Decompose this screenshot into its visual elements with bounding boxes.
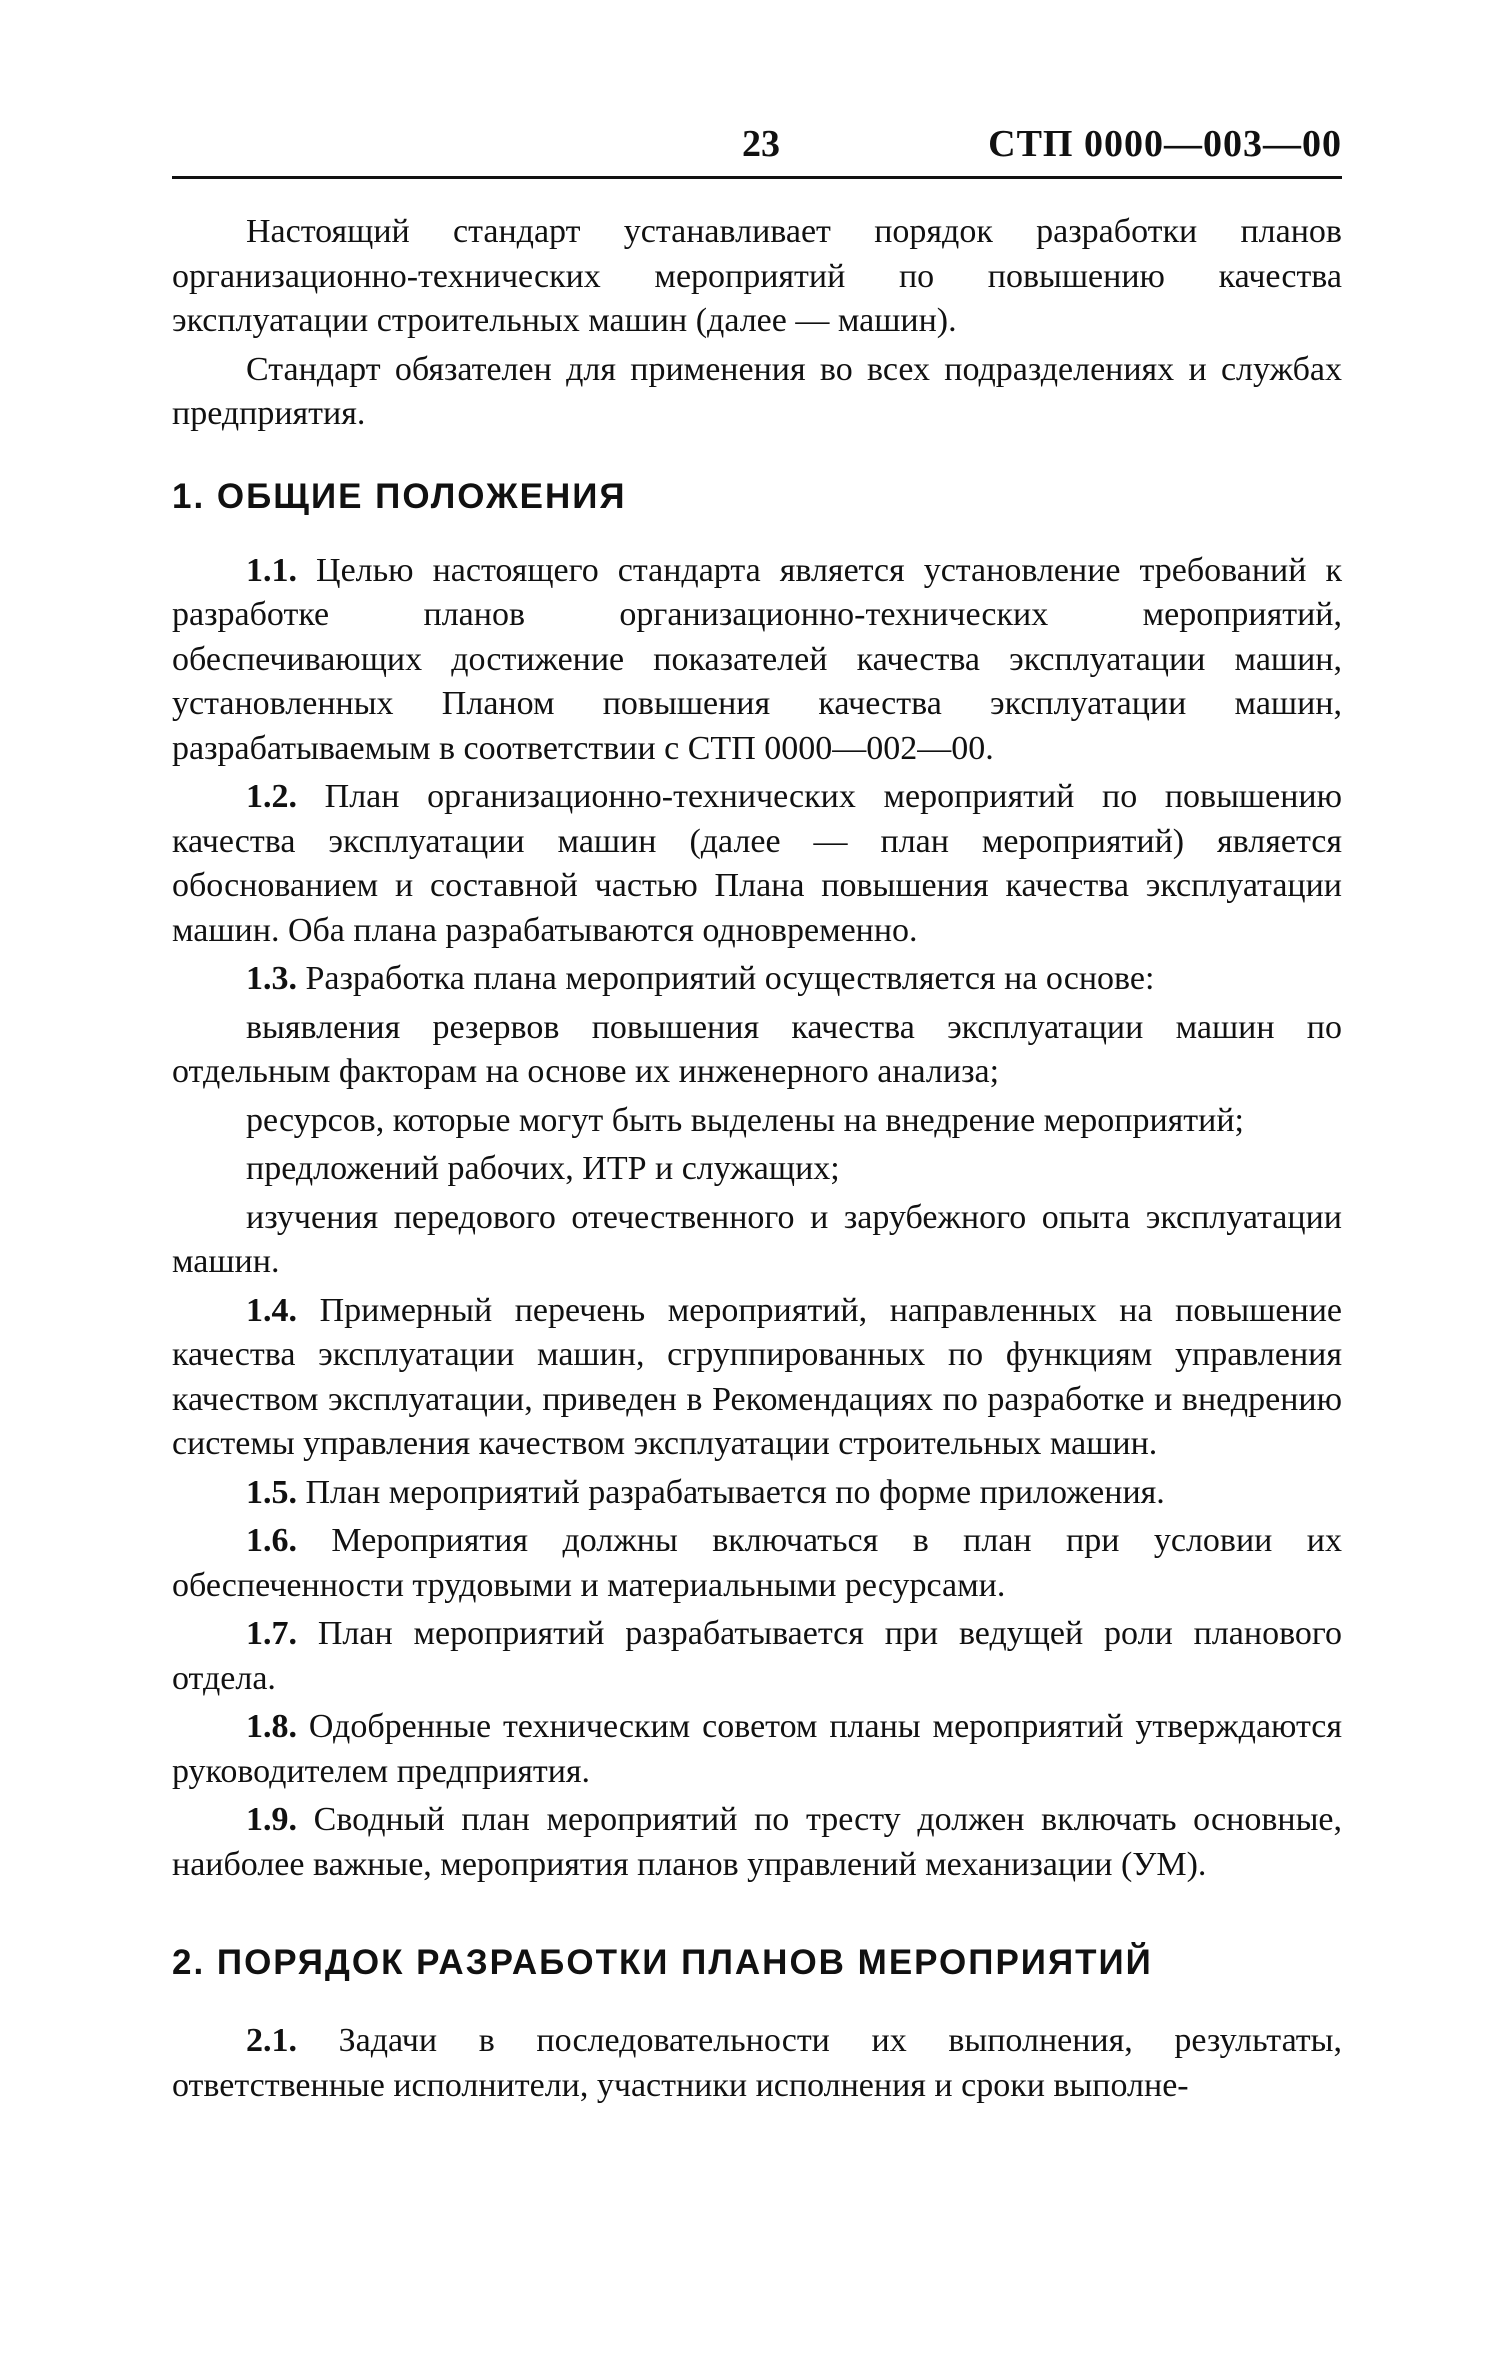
- clause-number: 1.8.: [246, 1708, 297, 1745]
- document-code: СТП 0000—003—00: [988, 123, 1342, 165]
- page-number: 23: [742, 123, 780, 165]
- clause-paragraph: [172, 957, 1342, 1002]
- clause-paragraph: [172, 1147, 1342, 1192]
- section-1-paragraphs: [172, 549, 1342, 1888]
- clause-number: 1.5.: [246, 1473, 297, 1511]
- clause-number: 1.3.: [246, 960, 297, 997]
- clause-paragraph: [172, 1196, 1342, 1285]
- document-page: [172, 110, 1342, 2104]
- clause-paragraph: [172, 1798, 1342, 1887]
- clause-text: предложений рабочих, ИТР и служащих;: [246, 1150, 840, 1187]
- clause-paragraph: [172, 1519, 1342, 1608]
- clause-paragraph: [172, 1099, 1342, 1144]
- clause-text: изучения передового отечественного и зарубежного опыта эксплуатации машин.: [172, 1198, 1342, 1280]
- clause-number: 2.1.: [246, 2022, 297, 2059]
- section-1-heading: 1. ОБЩИЕ ПОЛОЖЕНИЯ: [172, 476, 627, 516]
- clause-paragraph: [172, 1471, 1342, 1516]
- clause-paragraph: [172, 2019, 1342, 2108]
- intro-paragraph: Стандарт обязателен для применения во всех подразделениях и службах предприятия.: [172, 350, 1342, 432]
- clause-number: 1.4.: [246, 1291, 297, 1329]
- clause-text: План организационно-технических мероприятий по повышению качества эксплуатации машин (далее — план мероприятий) является обоснованием и составной частью Плана повышения качества эксплуатации машин. Оба плана разрабатываются одновременно.: [172, 778, 1342, 949]
- clause-text: План мероприятий разрабатывается по форме приложения.: [297, 1473, 1165, 1511]
- document-body: [172, 210, 1342, 2108]
- section-2-heading: 2. ПОРЯДОК РАЗРАБОТКИ ПЛАНОВ МЕРОПРИЯТИЙ: [172, 1943, 1153, 1982]
- clause-paragraph: [172, 1289, 1342, 1467]
- clause-text: План мероприятий разрабатывается при ведущей роли планового отдела.: [172, 1615, 1342, 1697]
- clause-text: ресурсов, которые могут быть выделены на внедрение мероприятий;: [246, 1101, 1245, 1139]
- clause-text: Задачи в последовательности их выполнения, результаты, ответственные исполнители, участники исполнения и сроки выполне-: [172, 2022, 1342, 2104]
- section-2-paragraphs: [172, 2019, 1342, 2108]
- clause-text: Сводный план мероприятий по тресту должен включать основные, наиболее важные, мероприятия планов управлений механизации (УМ).: [172, 1801, 1342, 1883]
- clause-text: Разработка плана мероприятий осуществляется на основе:: [297, 960, 1155, 997]
- clause-text: Целью настоящего стандарта является установление требований к разработке планов организационно-технических мероприятий, обеспечивающих достижение показателей качества эксплуатации машин, установленных Планом повышения качества эксплуатации машин, разрабатываемым в соответствии с СТП 0000—002—00.: [172, 551, 1342, 767]
- intro-paragraph: Настоящий стандарт устанавливает порядок разработки планов организационно-технических мероприятий по повышению качества эксплуатации строительных машин (далее — машин).: [172, 213, 1342, 339]
- clause-number: 1.2.: [246, 778, 297, 815]
- clause-number: 1.6.: [246, 1522, 297, 1559]
- clause-number: 1.9.: [246, 1801, 297, 1838]
- clause-paragraph: [172, 1612, 1342, 1701]
- page-header: [172, 110, 1342, 172]
- clause-number: 1.1.: [246, 551, 297, 589]
- clause-paragraph: [172, 775, 1342, 953]
- clause-text: Одобренные техническим советом планы мероприятий утверждаются руководителем предприятия.: [172, 1708, 1342, 1790]
- clause-paragraph: [172, 1705, 1342, 1794]
- clause-text: Примерный перечень мероприятий, направленных на повышение качества эксплуатации машин, сгруппированных по функциям управления качеством эксплуатации, приведен в Рекомендациях по разработке и внедрению системы управления качеством эксплуатации строительных машин.: [172, 1291, 1342, 1462]
- header-rule: [172, 176, 1342, 179]
- clause-text: Мероприятия должны включаться в план при условии их обеспеченности трудовыми и материальными ресурсами.: [172, 1522, 1342, 1604]
- clause-paragraph: [172, 549, 1342, 772]
- clause-text: выявления резервов повышения качества эксплуатации машин по отдельным факторам на основе их инженерного анализа;: [172, 1008, 1342, 1090]
- clause-number: 1.7.: [246, 1615, 297, 1652]
- clause-paragraph: [172, 1006, 1342, 1095]
